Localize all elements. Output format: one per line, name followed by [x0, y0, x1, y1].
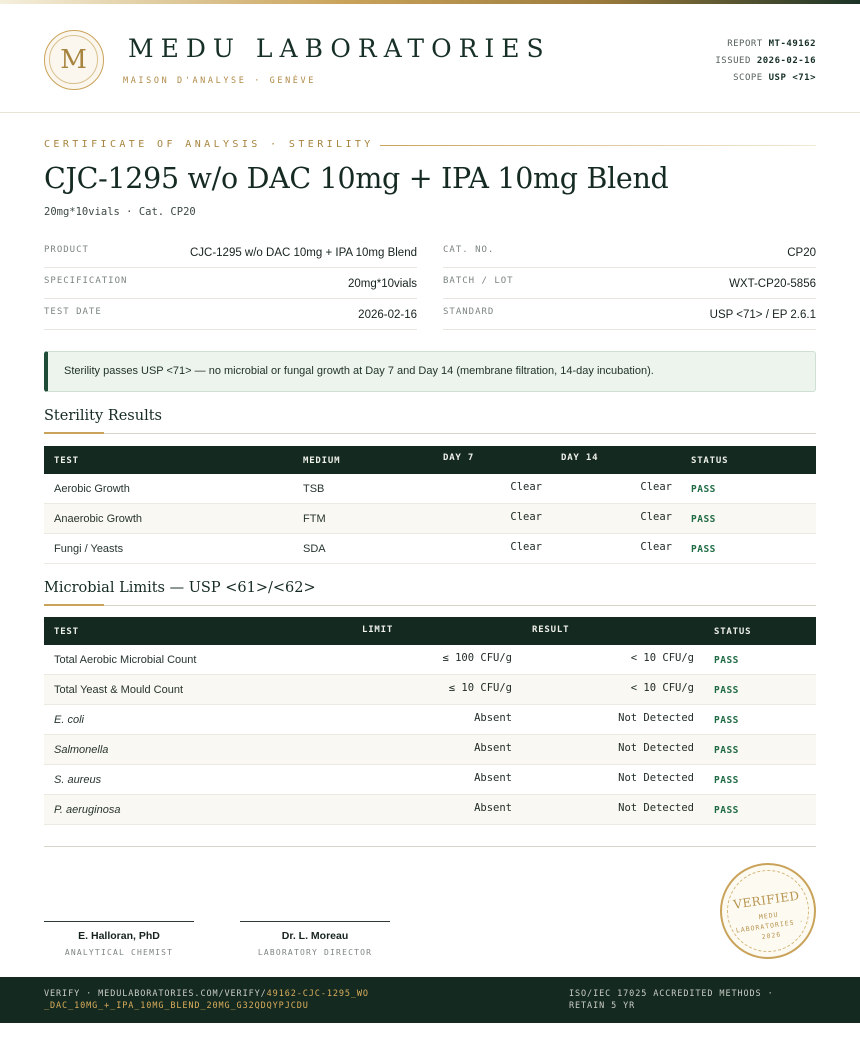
signature-line	[44, 921, 194, 922]
detail-key: PRODUCT	[44, 245, 89, 255]
cell-day14: Clear	[640, 541, 672, 553]
detail-row	[44, 237, 417, 268]
section-title: Microbial Limits — USP <61>/<62>	[44, 580, 316, 596]
detail-value: CP20	[787, 247, 816, 259]
cell-result: Not Detected	[618, 712, 694, 724]
cell-result: Not Detected	[618, 802, 694, 814]
table-header	[44, 446, 816, 474]
detail-value: CJC-1295 w/o DAC 10mg + IPA 10mg Blend	[189, 247, 417, 259]
col-day14: DAY 14	[561, 453, 599, 463]
col-test: TEST	[54, 456, 79, 466]
cell-test: Fungi / Yeasts	[54, 543, 124, 555]
accreditation-note: ISO/IEC 17025 ACCREDITED METHODS · RETAIN 5 YR	[569, 989, 774, 1011]
cell-day7: Clear	[510, 481, 542, 493]
details-right-column	[443, 237, 816, 330]
table-row	[44, 534, 816, 564]
details-left-column	[44, 237, 417, 330]
verify-prefix: VERIFY · MEDULABORATORIES.COM/VERIFY/	[44, 989, 267, 999]
status-badge: PASS	[714, 745, 739, 756]
sterility-table	[44, 446, 816, 564]
status-badge: PASS	[714, 715, 739, 726]
lab-logo	[44, 30, 104, 90]
status-badge: PASS	[691, 484, 716, 495]
microbial-limits-table	[44, 617, 816, 825]
detail-row	[44, 299, 417, 330]
status-badge: PASS	[714, 805, 739, 816]
verify-link[interactable]: 49162-CJC-1295_WO_DAC_10MG_+_IPA_10MG_BLEND_20MG_G32QDQYPJCDU	[44, 989, 369, 1011]
cell-result: < 10 CFU/g	[630, 682, 694, 694]
report-label: REPORT	[727, 39, 763, 49]
status-badge: PASS	[714, 655, 739, 666]
cell-medium: FTM	[303, 513, 326, 525]
page-footer	[0, 977, 860, 1023]
detail-row	[443, 299, 816, 330]
page-title: CJC-1295 w/o DAC 10mg + IPA 10mg Blend	[44, 162, 669, 195]
cell-test: Total Yeast & Mould Count	[54, 684, 184, 696]
col-limit: LIMIT	[362, 625, 394, 635]
table-row	[44, 504, 816, 534]
stamp-verified-text: VERIFIED	[732, 888, 801, 912]
cell-test: E. coli	[54, 714, 84, 726]
col-status: STATUS	[714, 627, 752, 637]
section-title: Sterility Results	[44, 408, 162, 424]
cell-result: Not Detected	[618, 772, 694, 784]
signatory-name: Dr. L. Moreau	[281, 930, 349, 942]
logo-monogram: M	[49, 35, 98, 84]
microbial-section-heading	[44, 578, 816, 606]
detail-value: 20mg*10vials	[347, 278, 417, 290]
cell-limit: ≤ 10 CFU/g	[448, 682, 512, 694]
detail-key: BATCH / LOT	[443, 276, 514, 286]
page-subtitle: 20mg*10vials · Cat. CP20	[44, 206, 196, 218]
signatory-name: E. Halloran, PhD	[78, 930, 160, 942]
table-row	[44, 474, 816, 504]
cell-result: < 10 CFU/g	[630, 652, 694, 664]
brand-tagline: MAISON D'ANALYSE · GENÈVE	[123, 76, 316, 86]
table-row	[44, 645, 816, 675]
col-medium: MEDIUM	[303, 456, 341, 466]
table-header	[44, 617, 816, 645]
col-test: TEST	[54, 627, 79, 637]
status-badge: PASS	[691, 514, 716, 525]
report-meta	[715, 36, 816, 87]
verified-stamp	[714, 857, 822, 965]
cell-test: S. aureus	[54, 774, 102, 786]
page-bottom-margin	[0, 1023, 860, 1054]
table-row	[44, 735, 816, 765]
cell-limit: Absent	[474, 712, 512, 724]
signature-analyst	[44, 921, 194, 957]
signature-divider	[44, 846, 816, 847]
status-badge: PASS	[691, 544, 716, 555]
status-badge: PASS	[714, 685, 739, 696]
cell-test: P. aeruginosa	[54, 804, 121, 816]
report-number: MT-49162	[768, 39, 816, 49]
table-row	[44, 705, 816, 735]
section-underline	[44, 604, 104, 606]
cell-medium: SDA	[303, 543, 326, 555]
cell-limit: ≤ 100 CFU/g	[442, 652, 512, 664]
table-row	[44, 795, 816, 825]
cell-day14: Clear	[640, 511, 672, 523]
col-result: RESULT	[532, 625, 570, 635]
table-row	[44, 675, 816, 705]
signature-line	[240, 921, 390, 922]
signatory-title: LABORATORY DIRECTOR	[257, 948, 373, 957]
report-header	[0, 4, 860, 113]
detail-key: STANDARD	[443, 307, 495, 317]
stamp-sub-text: MEDU LABORATORIES · 2026	[735, 910, 805, 942]
cell-test: Salmonella	[54, 744, 109, 756]
cell-test: Aerobic Growth	[54, 483, 130, 495]
detail-row	[443, 268, 816, 299]
detail-key: TEST DATE	[44, 307, 102, 317]
section-underline	[44, 432, 104, 434]
scope-label: SCOPE	[733, 73, 763, 83]
cell-limit: Absent	[474, 772, 512, 784]
cell-result: Not Detected	[618, 742, 694, 754]
cell-test: Total Aerobic Microbial Count	[54, 654, 197, 666]
cell-medium: TSB	[303, 483, 325, 495]
table-row	[44, 765, 816, 795]
detail-row	[443, 237, 816, 268]
col-status: STATUS	[691, 456, 729, 466]
certificate-eyebrow: CERTIFICATE OF ANALYSIS · STERILITY	[44, 139, 374, 150]
cell-limit: Absent	[474, 742, 512, 754]
verify-link-block	[44, 988, 374, 1012]
detail-value: USP <71> / EP 2.6.1	[709, 309, 816, 321]
issued-date: 2026-02-16	[756, 56, 816, 66]
detail-value: 2026-02-16	[358, 309, 417, 321]
issued-label: ISSUED	[715, 56, 751, 66]
eyebrow-divider	[380, 145, 816, 146]
cell-day14: Clear	[640, 481, 672, 493]
sterility-pass-notice	[44, 351, 816, 392]
cell-day7: Clear	[510, 541, 542, 553]
notice-text: Sterility passes USP <71> — no microbial or fungal growth at Day 7 and Day 14 (membrane filtration, 14-day incubation).	[64, 365, 654, 377]
col-day7: DAY 7	[443, 453, 475, 463]
cell-limit: Absent	[474, 802, 512, 814]
scope-value: USP <71>	[768, 73, 816, 83]
detail-row	[44, 268, 417, 299]
detail-value: WXT-CP20-5856	[729, 278, 816, 290]
signatory-title: ANALYTICAL CHEMIST	[64, 948, 174, 957]
detail-key: CAT. NO.	[443, 245, 495, 255]
signature-director	[240, 921, 390, 957]
detail-key: SPECIFICATION	[44, 276, 128, 286]
brand-name: MEDU LABORATORIES	[128, 34, 551, 63]
sterility-section-heading	[44, 406, 816, 434]
status-badge: PASS	[714, 775, 739, 786]
cell-test: Anaerobic Growth	[54, 513, 143, 525]
cell-day7: Clear	[510, 511, 542, 523]
